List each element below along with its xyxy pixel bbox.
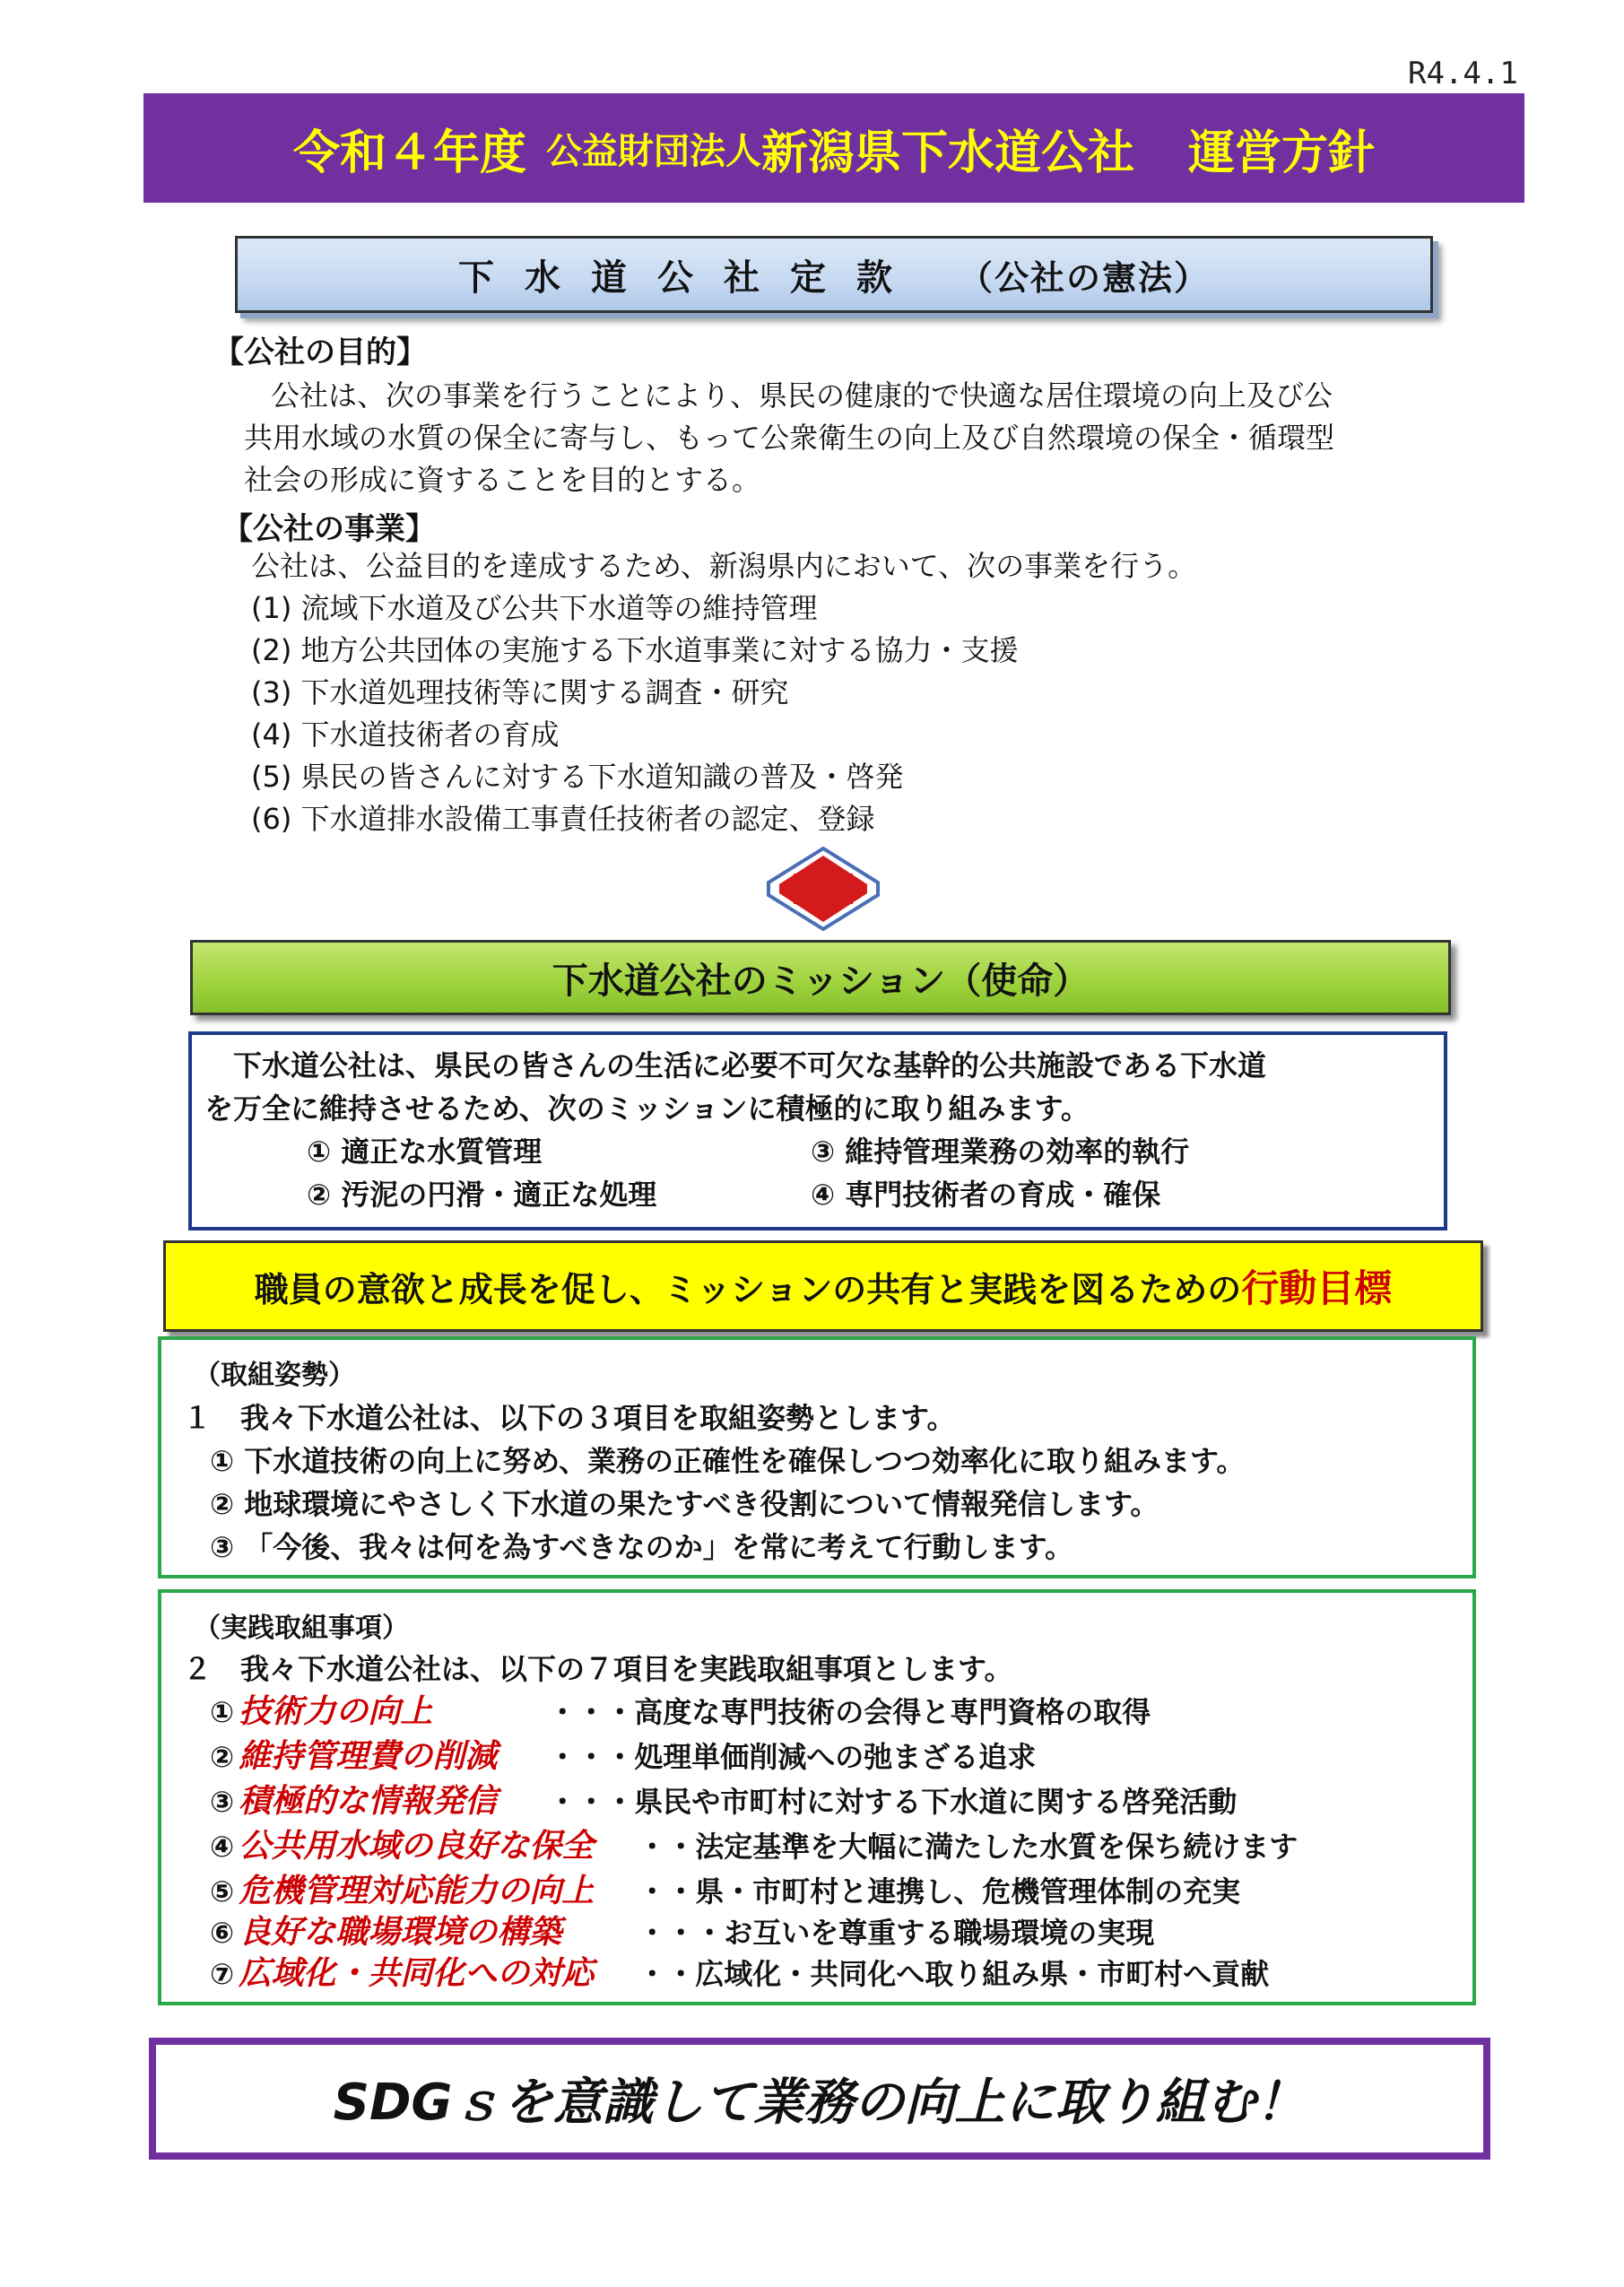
action-goal-text: 職員の意欲と成長を促し、ミッションの共有と実践を図るための: [254, 1269, 1242, 1309]
practice-item-desc: ・・・処理単価削減への弛まざる追求: [548, 1740, 1037, 1774]
articles-title: 下水道公社定款: [457, 257, 923, 299]
practice-item-num: ④: [210, 1830, 235, 1864]
practice-item: [210, 1686, 1151, 1732]
practice-item-desc: ・・法定基準を大幅に満たした水質を保ち続けます: [638, 1830, 1298, 1864]
practice-item-num: ⑥: [210, 1916, 235, 1950]
practice-item-num: ⑤: [210, 1874, 235, 1909]
stance-item: ③ 「今後、我々は何を為すべきなのか」を常に考えて行動します。: [210, 1530, 1074, 1564]
practice-item-title: 公共用水域の良好な保全: [239, 1828, 595, 1865]
business-item: (2) 地方公共団体の実施する下水道事業に対する協力・支援: [251, 633, 1019, 667]
practice-item-title: 良好な職場環境の構築: [239, 1914, 562, 1951]
practice-item-num: ②: [210, 1740, 235, 1774]
practice-item-title: 積極的な情報発信: [239, 1783, 498, 1820]
business-item: (4) 下水道技術者の育成: [251, 717, 560, 752]
sdgs-banner: [149, 2038, 1490, 2160]
practice-intro: ２ 我々下水道公社は、以下の７項目を実践取組事項とします。: [183, 1652, 1013, 1686]
issue-date: R4.4.1: [1408, 56, 1518, 91]
practice-item-desc: ・・県・市町村と連携し、危機管理体制の充実: [638, 1874, 1241, 1909]
practice-heading: （実践取組事項）: [194, 1613, 409, 1644]
mission-panel: [188, 1031, 1447, 1230]
practice-item-num: ⑦: [210, 1957, 235, 1991]
title-org-name: 新潟県下水道公社: [760, 126, 1134, 180]
practice-item-title: 技術力の向上: [239, 1693, 433, 1730]
practice-item-desc: ・・・県民や市町村に対する下水道に関する啓発活動: [548, 1785, 1238, 1819]
mission-item: ③ 維持管理業務の効率的執行: [811, 1135, 1190, 1169]
articles-header: [235, 236, 1433, 313]
mission-header: 下水道公社のミッション（使命）: [190, 940, 1451, 1015]
practice-item-num: ③: [210, 1785, 235, 1819]
practice-item-desc: ・・・お互いを尊重する職場環境の実現: [638, 1916, 1155, 1950]
practice-item-title: 維持管理費の削減: [239, 1738, 498, 1775]
mission-item: ① 適正な水質管理: [307, 1135, 543, 1169]
practice-item: [210, 1731, 1036, 1777]
business-item: (3) 下水道処理技術等に関する調査・研究: [251, 675, 789, 709]
practice-item-title: 危機管理対応能力の向上: [239, 1873, 595, 1909]
business-intro: 公社は、公益目的を達成するため、新潟県内において、次の事業を行う。: [251, 549, 1197, 583]
practice-item: [210, 1821, 1298, 1866]
sdgs-slogan: SDGｓを意識して業務の向上に取り組む！: [333, 2074, 1307, 2132]
articles-subtitle: （公社の憲法）: [958, 257, 1210, 298]
stance-item: ② 地球環境にやさしく下水道の果たすべき役割について情報発信します。: [210, 1487, 1159, 1521]
title-policy: 運営方針: [1188, 126, 1376, 180]
practice-item: [210, 1907, 1154, 1952]
business-item: (1) 流域下水道及び公共下水道等の維持管理: [251, 591, 818, 625]
page-title-bar: [143, 93, 1524, 203]
stance-heading: （取組姿勢）: [194, 1360, 355, 1391]
practice-item-title: 広域化・共同化への対応: [239, 1955, 595, 1992]
purpose-heading: 【公社の目的】: [213, 335, 427, 370]
stance-intro: １ 我々下水道公社は、以下の３項目を取組姿勢とします。: [183, 1401, 956, 1435]
action-goal-highlight: 行動目標: [1241, 1266, 1393, 1310]
double-arrow-icon: [767, 847, 880, 931]
purpose-line-1: 公社は、次の事業を行うことにより、県民の健康的で快適な居住環境の向上及び公: [271, 378, 1333, 413]
business-heading: 【公社の事業】: [222, 511, 436, 547]
mission-item: ② 汚泥の円滑・適正な処理: [307, 1178, 657, 1212]
mission-line-1: 下水道公社は、県民の皆さんの生活に必要不可欠な基幹的公共施設である下水道: [233, 1048, 1267, 1083]
practice-item-desc: ・・・高度な専門技術の会得と専門資格の取得: [548, 1695, 1151, 1729]
stance-box: [158, 1336, 1476, 1578]
purpose-line-3: 社会の形成に資することを目的とする。: [244, 463, 761, 497]
title-fiscal-year: 令和４年度: [292, 126, 526, 180]
stance-item: ① 下水道技術の向上に努め、業務の正確性を確保しつつ効率化に取り組みます。: [210, 1444, 1246, 1478]
practice-item-desc: ・・広域化・共同化へ取り組み県・市町村へ貢献: [638, 1957, 1270, 1991]
practice-item: [210, 1865, 1240, 1911]
action-goal-bar: [163, 1240, 1483, 1332]
practice-item: [210, 1948, 1269, 1994]
purpose-line-2: 共用水域の水質の保全に寄与し、もって公衆衛生の向上及び自然環境の保全・循環型: [244, 421, 1335, 455]
practice-item-num: ①: [210, 1695, 235, 1729]
business-item: (5) 県民の皆さんに対する下水道知識の普及・啓発: [251, 760, 904, 794]
mission-line-2: を万全に維持させるため、次のミッションに積極的に取り組みます。: [204, 1091, 1090, 1126]
practice-item: [210, 1776, 1237, 1822]
title-org-type: 公益財団法人: [545, 130, 761, 172]
mission-item: ④ 専門技術者の育成・確保: [811, 1178, 1161, 1212]
business-item: (6) 下水道排水設備工事責任技術者の認定、登録: [251, 802, 875, 836]
practice-box: [158, 1589, 1476, 2005]
